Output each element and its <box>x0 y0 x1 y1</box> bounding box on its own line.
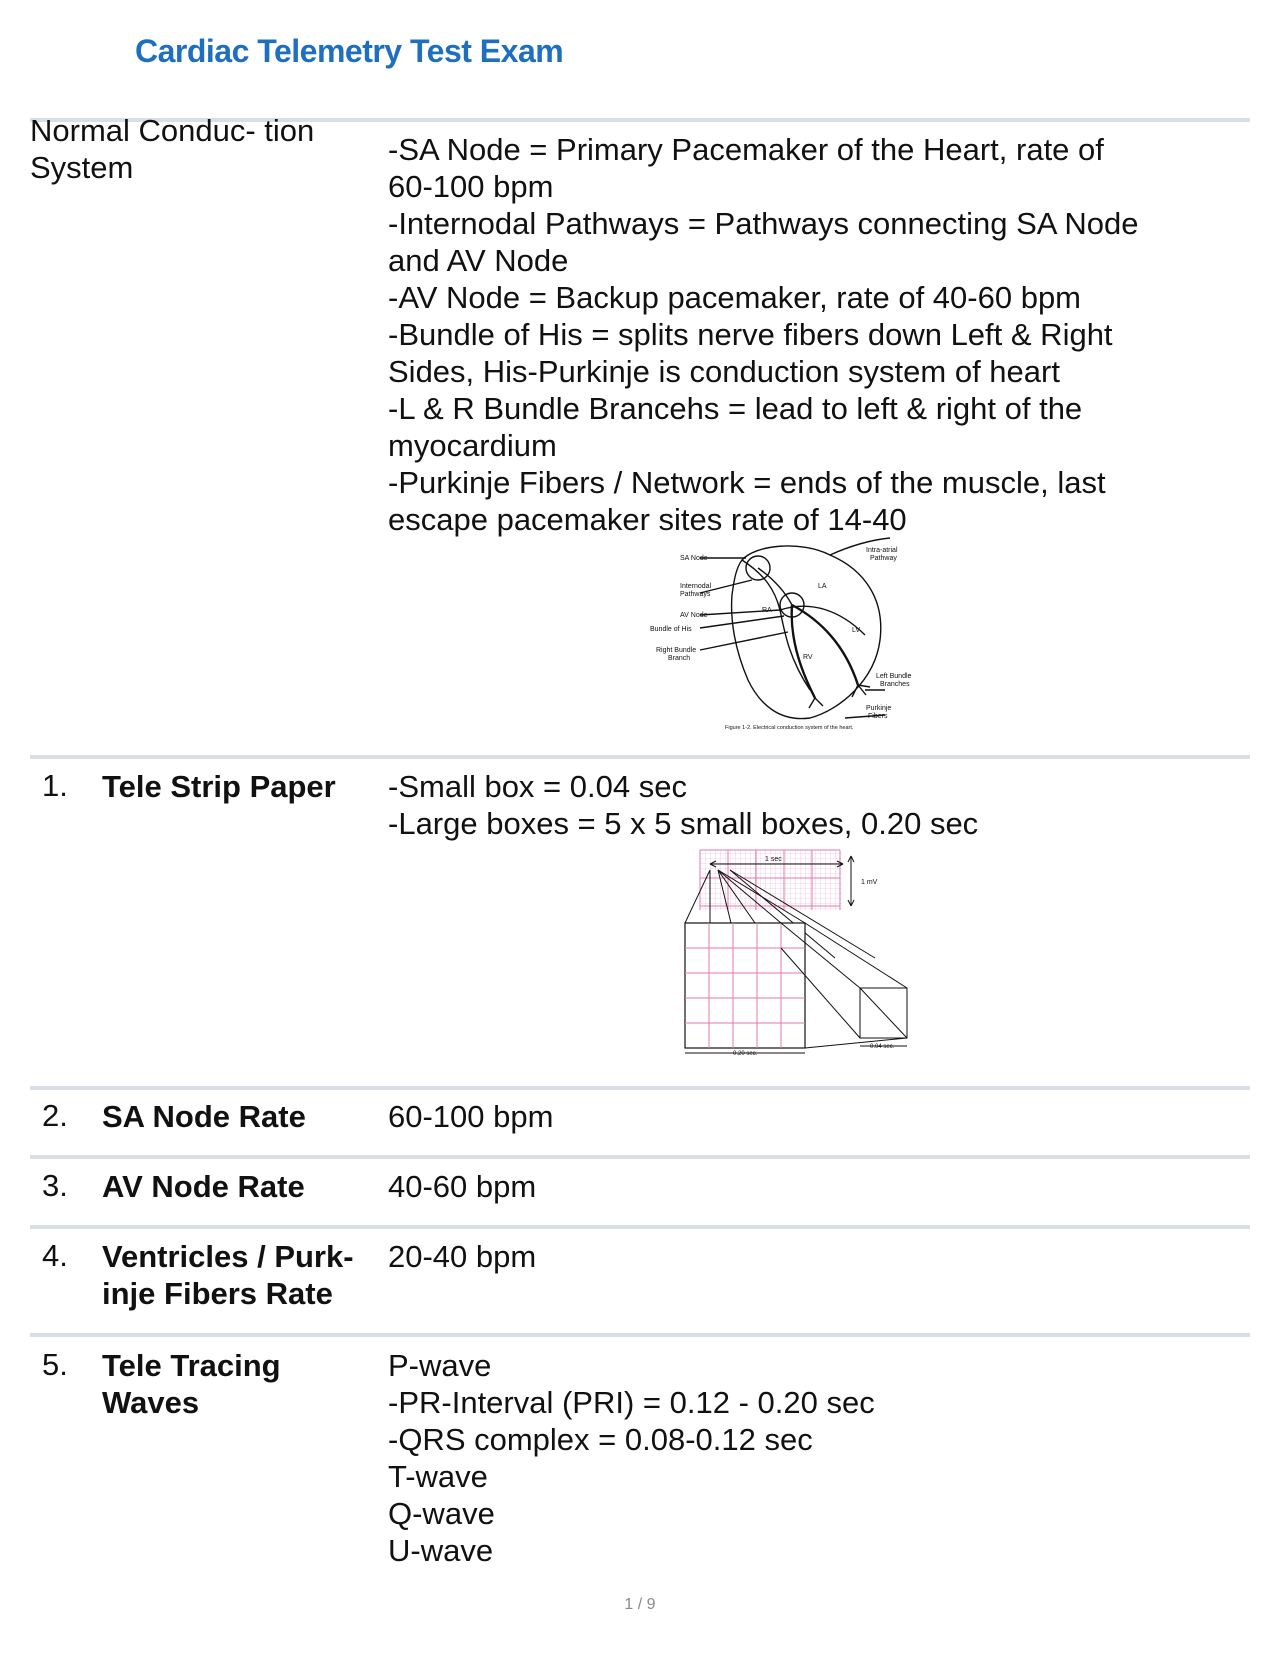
item-number: 1. <box>42 768 68 803</box>
term-tele-tracing-waves <box>102 1347 281 1421</box>
figure-caption: Figure 1-2. Electrical conduction system of the heart. <box>725 725 854 731</box>
row-divider <box>30 1155 1250 1159</box>
definition-line: -QRS complex = 0.08-0.12 sec <box>388 1422 813 1457</box>
term-line: System <box>30 150 134 185</box>
definition-line: -Purkinje Fibers / Network = ends of the muscle, last <box>388 465 1106 500</box>
page-indicator: 1 / 9 <box>624 1596 656 1613</box>
label-right-bundle: Right Bundle <box>656 647 697 654</box>
heart-conduction-diagram <box>650 540 920 731</box>
term-line: SA Node Rate <box>102 1099 306 1134</box>
term-sa-node-rate <box>102 1098 306 1135</box>
definition-line: -Bundle of His = splits nerve fibers down Left & Right <box>388 317 1113 352</box>
label-rv: RV <box>803 654 813 661</box>
label-internodal: Pathways <box>680 591 711 598</box>
label-one-sec: 1 sec <box>765 856 782 863</box>
term-ventricles-rate <box>102 1238 354 1312</box>
definition-line: -PR-Interval (PRI) = 0.12 - 0.20 sec <box>388 1385 875 1420</box>
label-purkinje: Purkinje <box>866 705 892 712</box>
definition-line: U-wave <box>388 1533 494 1568</box>
ecg-paper-diagram <box>685 848 925 1058</box>
row-divider <box>30 755 1250 759</box>
term-line: Ventricles / Purk- <box>102 1239 354 1274</box>
term-normal-conduction <box>30 112 314 186</box>
label-right-bundle: Branch <box>668 655 691 662</box>
row-divider <box>30 1086 1250 1090</box>
definition-line: and AV Node <box>388 243 569 278</box>
definition-ventricles-rate <box>388 1238 536 1275</box>
term-line: Tele Strip Paper <box>102 769 336 804</box>
definition-conduction <box>388 131 1138 538</box>
label-intra-atrial: Intra-atrial <box>866 547 898 554</box>
definition-line: -AV Node = Backup pacemaker, rate of 40-60 bpm <box>388 280 1082 315</box>
label-lv: LV <box>852 627 861 634</box>
definition-line: -Small box = 0.04 sec <box>388 769 687 804</box>
term-line: Tele Tracing <box>102 1348 281 1383</box>
definition-sa-node-rate <box>388 1098 553 1135</box>
definition-line: escape pacemaker sites rate of 14-40 <box>388 502 907 537</box>
term-tele-strip-paper <box>102 768 336 805</box>
definition-line: Q-wave <box>388 1496 495 1531</box>
definition-line: 40-60 bpm <box>388 1169 537 1204</box>
definition-line: -Internodal Pathways = Pathways connecting SA Node <box>388 206 1139 241</box>
definition-line: 60-100 bpm <box>388 1099 554 1134</box>
item-number: 4. <box>42 1238 68 1273</box>
item-number: 3. <box>42 1168 68 1203</box>
label-sa-node: SA Node <box>680 555 708 562</box>
label-left-bundle: Left Bundle <box>876 673 912 680</box>
definition-line: -L & R Bundle Brancehs = lead to left & right of the <box>388 391 1083 426</box>
label-bundle-his: Bundle of His <box>650 626 692 633</box>
term-line: AV Node Rate <box>102 1169 305 1204</box>
label-purkinje: Fibers <box>868 713 888 720</box>
page-title: Cardiac Telemetry Test Exam <box>135 33 564 69</box>
item-number: 5. <box>42 1347 68 1382</box>
label-av-node: AV Node <box>680 612 708 619</box>
label-left-bundle: Branches <box>880 681 910 688</box>
label-large-box: 0.20 sec. <box>733 1051 758 1057</box>
definition-line: T-wave <box>388 1459 488 1494</box>
term-line: inje Fibers Rate <box>102 1276 333 1311</box>
definition-line: -SA Node = Primary Pacemaker of the Heart, rate of <box>388 132 1104 167</box>
definition-tele-tracing <box>388 1347 875 1569</box>
row-divider <box>30 1225 1250 1229</box>
item-number: 2. <box>42 1098 68 1133</box>
label-la: LA <box>818 583 827 590</box>
label-one-mv: 1 mV <box>861 879 878 886</box>
label-intra-atrial: Pathway <box>870 555 897 562</box>
label-internodal: Internodal <box>680 583 712 590</box>
definition-line: P-wave <box>388 1348 492 1383</box>
definition-line: 60-100 bpm <box>388 169 554 204</box>
term-line: Waves <box>102 1385 200 1420</box>
definition-line: Sides, His-Purkinje is conduction system of heart <box>388 354 1060 389</box>
label-ra: RA <box>762 607 772 614</box>
definition-av-node-rate <box>388 1168 536 1205</box>
term-av-node-rate <box>102 1168 305 1205</box>
definition-line: 20-40 bpm <box>388 1239 537 1274</box>
definition-line: myocardium <box>388 428 557 463</box>
definition-tele-strip <box>388 768 978 842</box>
definition-line: -Large boxes = 5 x 5 small boxes, 0.20 sec <box>388 806 979 841</box>
row-divider <box>30 1333 1250 1337</box>
label-small-box: 0.04 sec. <box>870 1044 895 1050</box>
term-line: Normal Conduc- tion <box>30 113 315 148</box>
